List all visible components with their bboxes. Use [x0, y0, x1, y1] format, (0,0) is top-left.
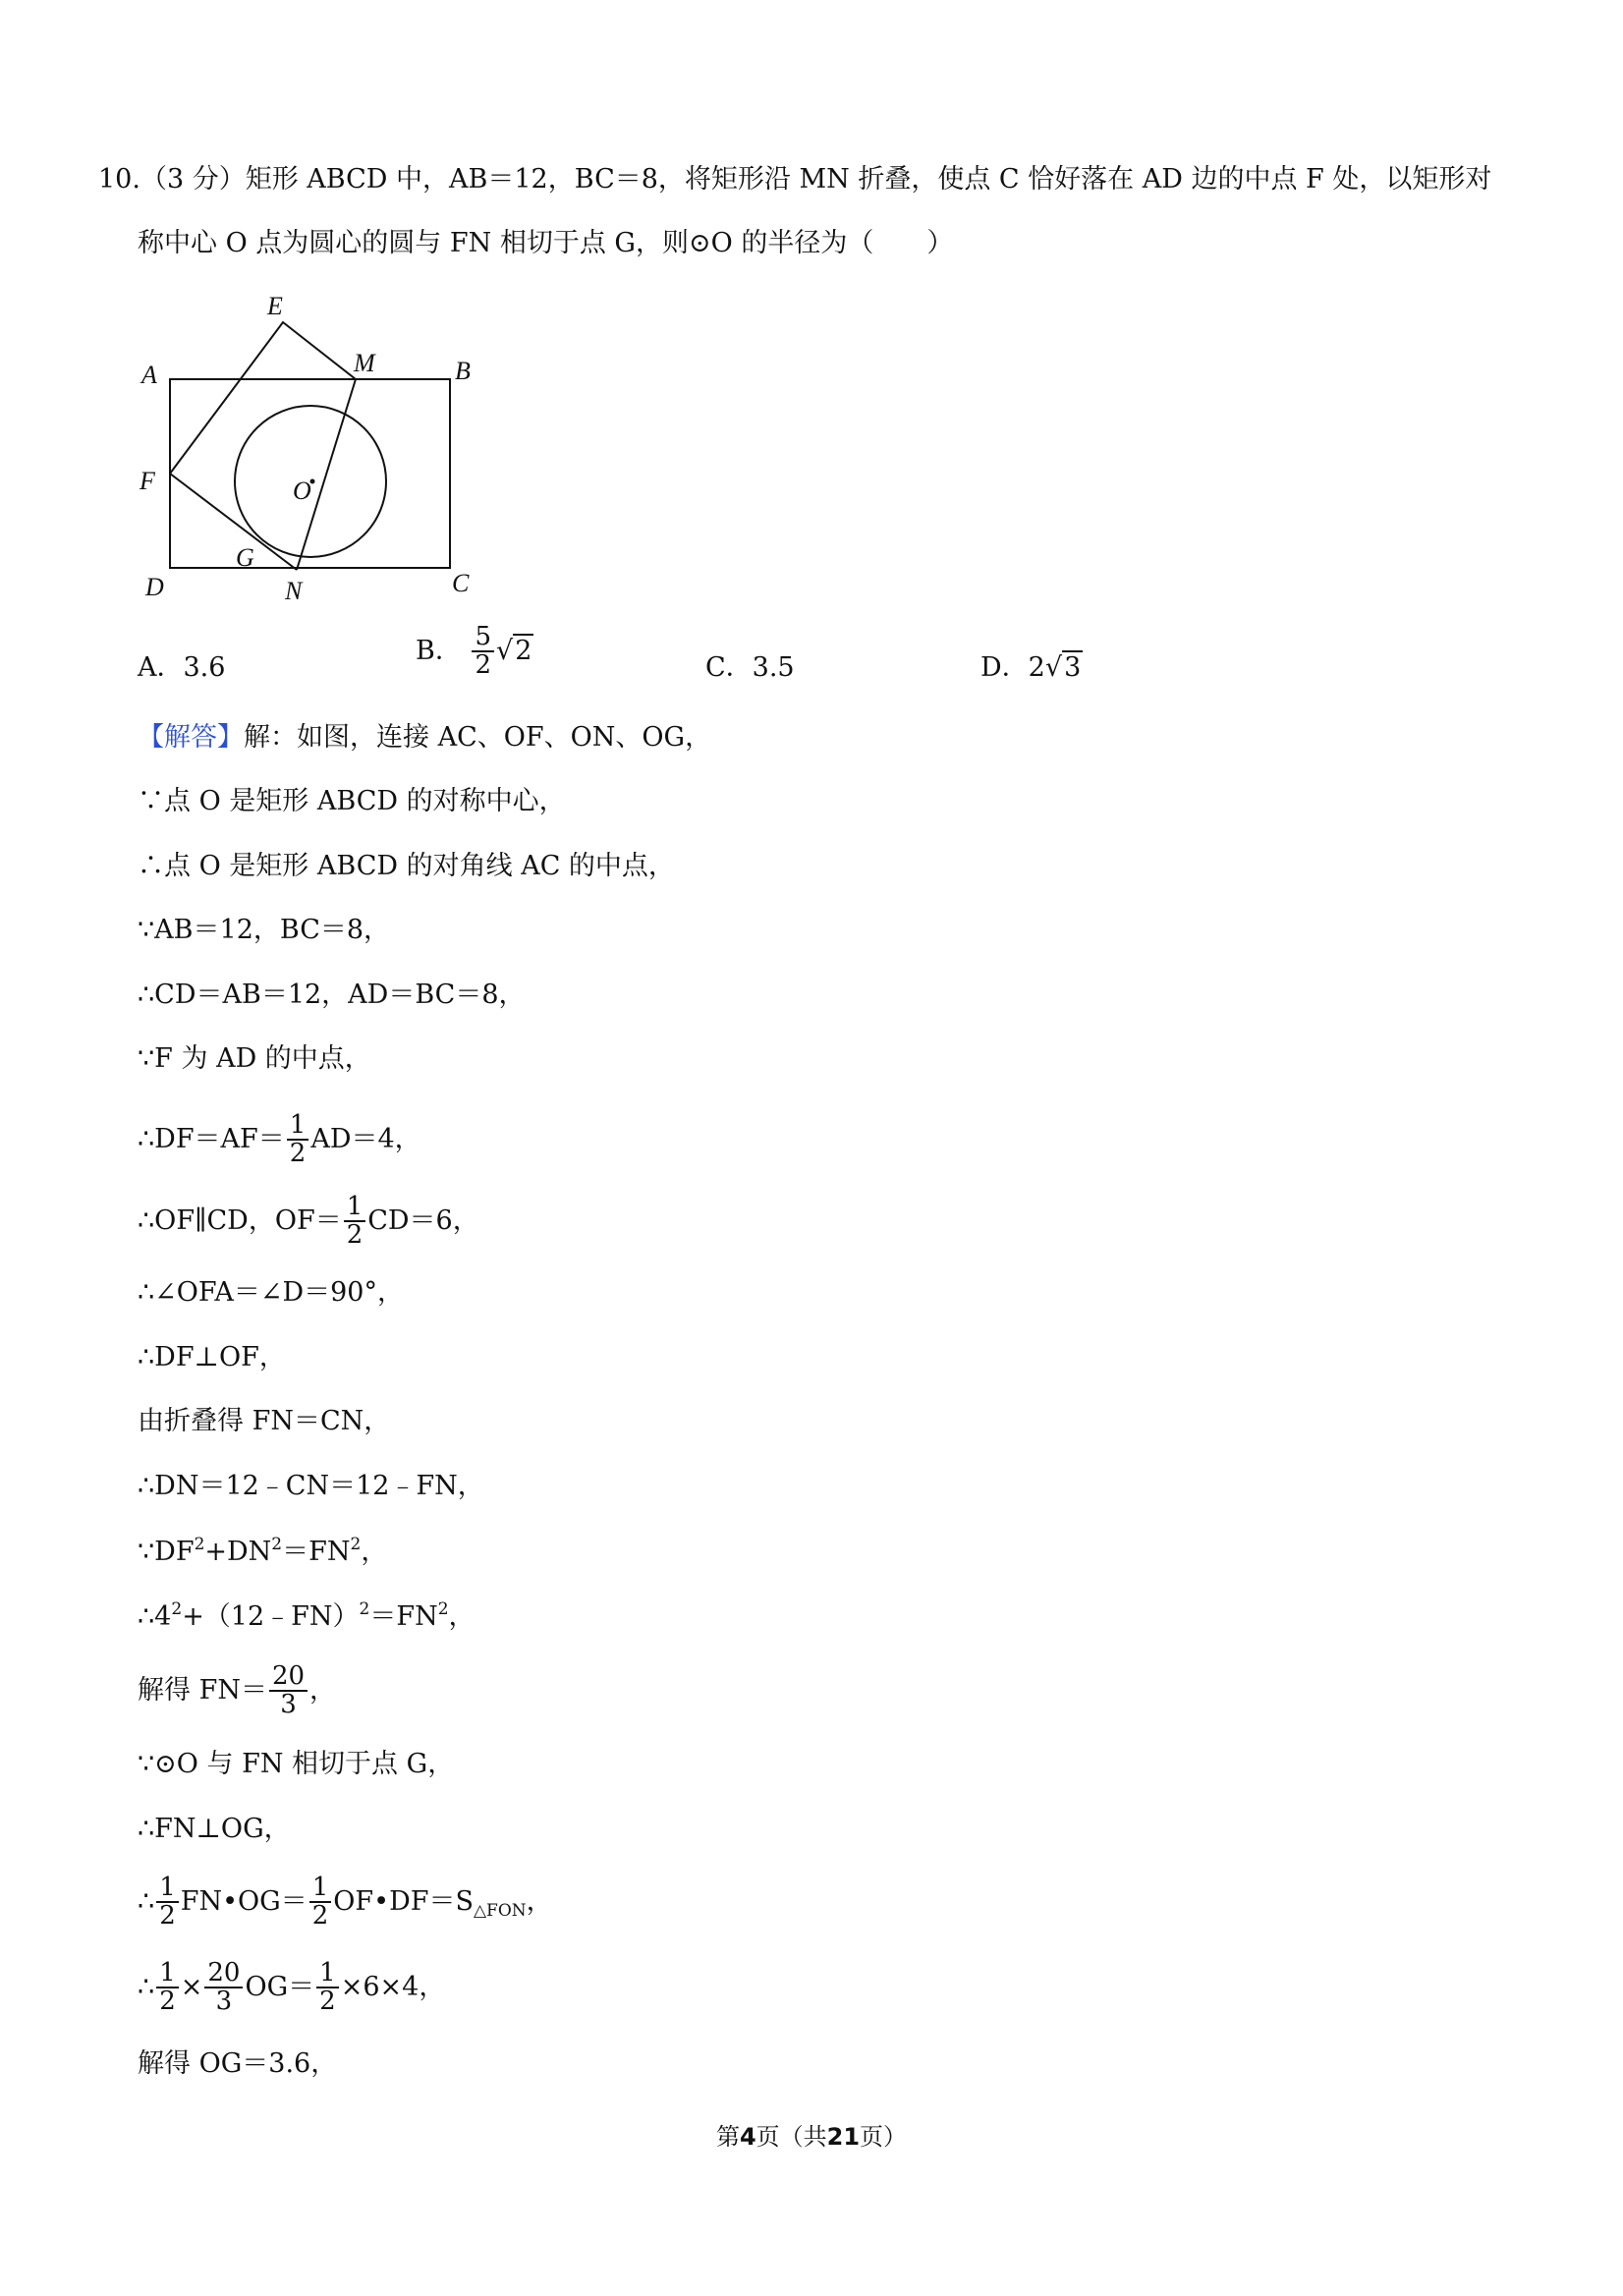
- solution-19-num-3: 1: [316, 1960, 339, 1988]
- label-m: M: [354, 349, 375, 377]
- solution-13-c: ＝FN: [282, 1537, 351, 1567]
- label-c: C: [452, 569, 470, 597]
- solution-18-den-1: 2: [159, 1901, 176, 1932]
- question-number: 10.: [98, 164, 140, 195]
- solution-7-b: AD＝4，: [310, 1123, 421, 1154]
- footer-suffix: 页）: [860, 2123, 908, 2151]
- label-o: O: [293, 476, 311, 505]
- solution-14-exp-3: 2: [437, 1599, 449, 1619]
- solution-line-6: ∵F 为 AD 的中点，: [138, 1043, 371, 1074]
- solution-18-num-1: 1: [156, 1875, 179, 1903]
- solution-line-18: [138, 1875, 553, 1931]
- solution-tag: 【解答】: [138, 722, 244, 753]
- solution-8-a: ∴OF∥CD，OF＝: [138, 1204, 342, 1236]
- solution-line-17: ∴FN⊥OG，: [138, 1814, 291, 1844]
- solution-line-16: ∵⊙O 与 FN 相切于点 G，: [138, 1749, 455, 1779]
- solution-line-10: ∴DF⊥OF，: [138, 1342, 286, 1372]
- solution-19-fraction-3: [316, 1960, 339, 2016]
- option-d-sqrt: √3: [1044, 652, 1082, 683]
- solution-13-b: +DN: [204, 1537, 272, 1567]
- label-b: B: [455, 357, 471, 385]
- solution-18-num-2: 1: [309, 1875, 332, 1903]
- label-f: F: [140, 467, 155, 495]
- solution-18-a: ∴: [138, 1885, 155, 1917]
- solution-8-den: 2: [346, 1220, 364, 1251]
- page-footer: [0, 2117, 1623, 2152]
- option-b-denominator: 2: [475, 650, 491, 681]
- option-d-radicand: 3: [1064, 652, 1082, 683]
- solution-15-fraction: [269, 1663, 308, 1719]
- solution-14-exp-2: 2: [359, 1599, 370, 1619]
- solution-19-d: ×6×4，: [340, 1971, 446, 2002]
- solution-line-8: [138, 1194, 479, 1250]
- option-b-fraction: [472, 624, 494, 680]
- solution-18-den-2: 2: [311, 1901, 329, 1932]
- solution-15-b: ，: [309, 1674, 337, 1706]
- solution-line-14: [138, 1599, 476, 1633]
- option-d-coefficient: 2: [1028, 652, 1045, 683]
- label-e: E: [267, 292, 283, 320]
- label-g: G: [236, 543, 254, 572]
- label-d: D: [145, 573, 164, 601]
- label-n: N: [285, 577, 303, 605]
- solution-14-a: ∴4: [138, 1601, 172, 1632]
- figure-svg: [128, 285, 540, 609]
- solution-line-20: 解得 OG＝3.6，: [138, 2048, 338, 2079]
- solution-19-den-2: 3: [215, 1987, 233, 2017]
- solution-19-c: OG＝: [245, 1971, 315, 2002]
- option-b-letter: B．: [416, 635, 462, 666]
- option-b-radicand: 2: [515, 635, 532, 666]
- folded-edges-fe-em: [170, 322, 356, 474]
- solution-19-a: ∴: [138, 1971, 155, 2002]
- solution-18-subscript: △FON: [473, 1900, 527, 1921]
- solution-text-1: 解：如图，连接 AC、OF、ON、OG，: [244, 722, 712, 753]
- solution-line-15: [138, 1663, 336, 1719]
- solution-18-fraction-1: [156, 1875, 179, 1931]
- option-d-letter: D．: [980, 652, 1029, 683]
- solution-15-num: 20: [269, 1663, 308, 1692]
- solution-14-exp-1: 2: [171, 1599, 183, 1619]
- option-b: [416, 624, 533, 680]
- solution-18-d: ，: [526, 1885, 553, 1917]
- label-a: A: [141, 361, 157, 389]
- solution-13-a: ∵DF: [138, 1537, 195, 1567]
- option-c-letter: C．: [705, 652, 753, 683]
- question-line-1: [98, 157, 1491, 196]
- solution-19-fraction-2: [204, 1960, 243, 2016]
- solution-13-exp-3: 2: [350, 1535, 362, 1554]
- option-b-numerator: 5: [472, 624, 494, 652]
- solution-line-3: ∴点 O 是矩形 ABCD 的对角线 AC 的中点，: [138, 851, 675, 881]
- footer-prefix: 第: [715, 2123, 740, 2151]
- solution-14-b: +（12﹣FN）: [182, 1601, 360, 1632]
- option-a: [138, 645, 225, 684]
- question-text-2: 称中心 O 点为圆心的圆与 FN 相切于点 G，则⊙O 的半径为（ ）: [138, 228, 954, 258]
- solution-15-den: 3: [280, 1690, 297, 1720]
- solution-7-num: 1: [287, 1112, 309, 1141]
- option-b-sqrt: √2: [495, 635, 532, 666]
- solution-18-b: FN•OG＝: [180, 1885, 308, 1917]
- option-c-value: 3.5: [752, 652, 795, 683]
- solution-13-exp-1: 2: [194, 1535, 205, 1554]
- solution-line-5: ∴CD＝AB＝12，AD＝BC＝8，: [138, 980, 526, 1010]
- option-c: [705, 645, 795, 684]
- solution-line-19: [138, 1960, 445, 2016]
- solution-19-den-1: 2: [159, 1987, 176, 2017]
- segment-fn: [170, 474, 297, 570]
- option-a-value: 3.6: [183, 652, 226, 683]
- solution-18-c: OF•DF＝S: [333, 1885, 474, 1917]
- option-d: [980, 645, 1083, 684]
- solution-line-2: ∵点 O 是矩形 ABCD 的对称中心，: [138, 786, 566, 816]
- solution-14-c: ＝FN: [369, 1601, 438, 1632]
- solution-19-num-2: 20: [204, 1960, 243, 1988]
- solution-18-fraction-2: [309, 1875, 332, 1931]
- solution-line-9: ∴∠OFA＝∠D＝90°，: [138, 1277, 404, 1308]
- geometry-figure: [128, 285, 540, 609]
- footer-page-number: 4: [739, 2123, 756, 2151]
- solution-line-7: [138, 1112, 421, 1168]
- solution-line-13: [138, 1535, 387, 1568]
- answer-options: [138, 624, 1120, 702]
- question-line-2: [138, 221, 953, 259]
- question-points: （3 分）: [140, 164, 246, 195]
- solution-line-1: [138, 722, 711, 754]
- question-text-1: 矩形 ABCD 中，AB＝12，BC＝8，将矩形沿 MN 折叠，使点 C 恰好落在 AD 边的中点 F 处，以矩形对: [245, 164, 1492, 195]
- solution-19-b: ×: [180, 1971, 203, 2002]
- solution-13-exp-2: 2: [271, 1535, 283, 1554]
- solution-line-11: 由折叠得 FN＝CN，: [138, 1406, 391, 1436]
- rectangle-abcd: [170, 379, 450, 568]
- solution-19-num-1: 1: [156, 1960, 179, 1988]
- solution-7-den: 2: [289, 1139, 307, 1169]
- solution-19-fraction-1: [156, 1960, 179, 2016]
- solution-line-12: ∴DN＝12﹣CN＝12﹣FN，: [138, 1471, 484, 1501]
- solution-13-d: ，: [361, 1537, 388, 1567]
- solution-8-fraction: [344, 1194, 366, 1250]
- solution-line-4: ∵AB＝12，BC＝8，: [138, 915, 391, 945]
- solution-8-b: CD＝6，: [367, 1204, 479, 1236]
- solution-8-num: 1: [344, 1194, 366, 1222]
- footer-total-pages: 21: [826, 2123, 861, 2151]
- solution-14-d: ，: [448, 1601, 476, 1632]
- option-a-letter: A．: [138, 652, 184, 683]
- solution-19-den-3: 2: [319, 1987, 336, 2017]
- footer-mid: 页（共: [756, 2123, 827, 2151]
- solution-7-a: ∴DF＝AF＝: [138, 1123, 285, 1154]
- solution-7-fraction: [287, 1112, 309, 1168]
- solution-15-a: 解得 FN＝: [138, 1674, 267, 1706]
